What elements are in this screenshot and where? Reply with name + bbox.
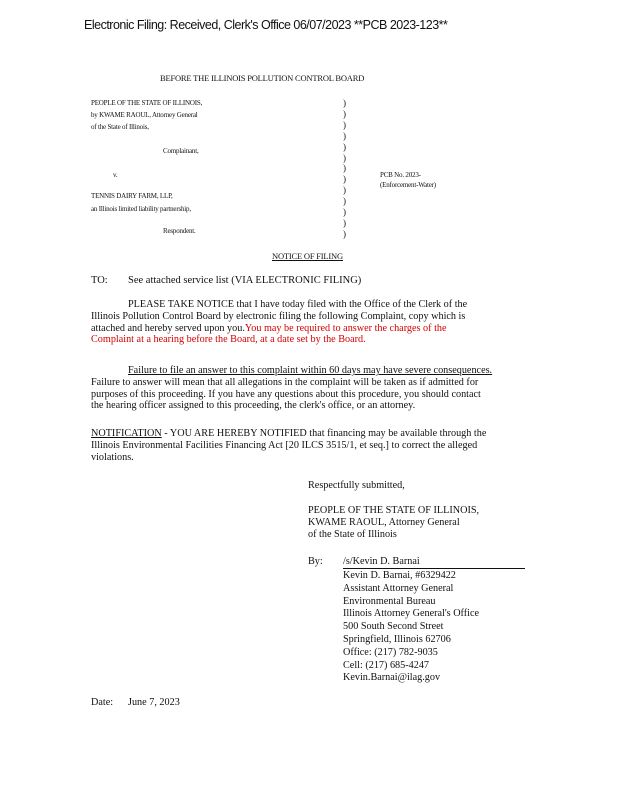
to-text: See attached service list (VIA ELECTRONIC FILING)	[128, 275, 362, 286]
party-line-2: KWAME RAOUL, Attorney General	[308, 516, 460, 528]
versus: v.	[113, 171, 118, 179]
complainant-line-3: of the State of Illinois,	[91, 123, 149, 131]
case-type: (Enforcement-Water)	[380, 181, 436, 189]
para1-line-1: PLEASE TAKE NOTICE that I have today filed with the Office of the Clerk of the	[128, 299, 468, 310]
respondent-role: Respondent.	[163, 227, 196, 235]
complainant-role: Complainant,	[163, 147, 199, 155]
consequence-paragraph	[91, 365, 492, 412]
attorney-block	[343, 570, 479, 685]
para1-line-3-red: You may be required to answer the charges of the	[244, 322, 447, 334]
para1-line-3-text: attached and hereby served upon you.	[91, 322, 245, 334]
attorney-line: Office: (217) 782-9035	[343, 646, 438, 658]
attorney-line: Environmental Bureau	[343, 595, 436, 607]
electronic-signature: /s/Kevin D. Barnai	[343, 556, 420, 567]
para3-line-2: Illinois Environmental Facilities Financing Act [20 ILCS 3515/1, et seq.] to correct the alleged	[91, 439, 478, 451]
para2-line-3: purposes of this proceeding. If you have any questions about this procedure, you should contact	[91, 388, 481, 400]
signature-line	[343, 568, 525, 569]
board-title: BEFORE THE ILLINOIS POLLUTION CONTROL BOARD	[160, 73, 365, 83]
attorney-line: 500 South Second Street	[343, 621, 444, 633]
notice-title: NOTICE OF FILING	[272, 251, 343, 261]
notification-lead: NOTIFICATION	[91, 428, 162, 439]
para2-line-1: Failure to file an answer to this complaint within 60 days may have severe consequences.	[128, 365, 493, 376]
para3-line-3: violations.	[91, 451, 134, 463]
to-label: TO:	[91, 275, 108, 286]
para3-line-1: - YOU ARE HEREBY NOTIFIED that financing may be available through the	[161, 428, 487, 439]
date-label: Date:	[91, 697, 114, 708]
para1-line-2: Illinois Pollution Control Board by electronic filing the following Complaint, copy which is	[91, 310, 466, 322]
attorney-line: Cell: (217) 685-4247	[343, 659, 430, 671]
notification-paragraph	[91, 428, 486, 463]
complainant-line-1: PEOPLE OF THE STATE OF ILLINOIS,	[91, 99, 203, 107]
para2-line-4: the hearing officer assigned to this proceeding, the clerk's office, or an attorney.	[91, 400, 416, 412]
notice-paragraph	[91, 299, 467, 346]
attorney-line: Kevin D. Barnai, #6329422	[343, 570, 456, 581]
by-label: By:	[308, 556, 323, 567]
signature-party	[308, 505, 479, 540]
para2-line-2: Failure to answer will mean that all allegations in the complaint will be taken as if admitted for	[91, 376, 479, 388]
case-number: PCB No. 2023-	[380, 171, 421, 179]
filing-stamp: Electronic Filing: Received, Clerk's Office 06/07/2023 **PCB 2023-123**	[84, 18, 448, 32]
attorney-line: Springfield, Illinois 62706	[343, 633, 451, 645]
para1-line-4-red: Complaint at a hearing before the Board, at a date set by the Board.	[91, 334, 366, 346]
attorney-line: Illinois Attorney General's Office	[343, 608, 480, 620]
party-line-1: PEOPLE OF THE STATE OF ILLINOIS,	[308, 505, 480, 516]
caption-parentheses: ) ) ) ) ) ) ) ) ) ) ) ) )	[343, 98, 346, 239]
attorney-email: Kevin.Barnai@ilag.gov	[343, 672, 441, 684]
complainant-line-2: by KWAME RAOUL, Attorney General	[91, 111, 198, 119]
attorney-line: Assistant Attorney General	[343, 582, 454, 594]
respondent-line-2: an Illinois limited liability partnership,	[91, 205, 191, 213]
party-line-3: of the State of Illinois	[308, 528, 397, 540]
respectfully-submitted: Respectfully submitted,	[308, 480, 405, 491]
para1-line-3	[91, 323, 467, 335]
date-value: June 7, 2023	[128, 697, 180, 708]
respondent-line-1: TENNIS DAIRY FARM, LLP,	[91, 192, 173, 200]
